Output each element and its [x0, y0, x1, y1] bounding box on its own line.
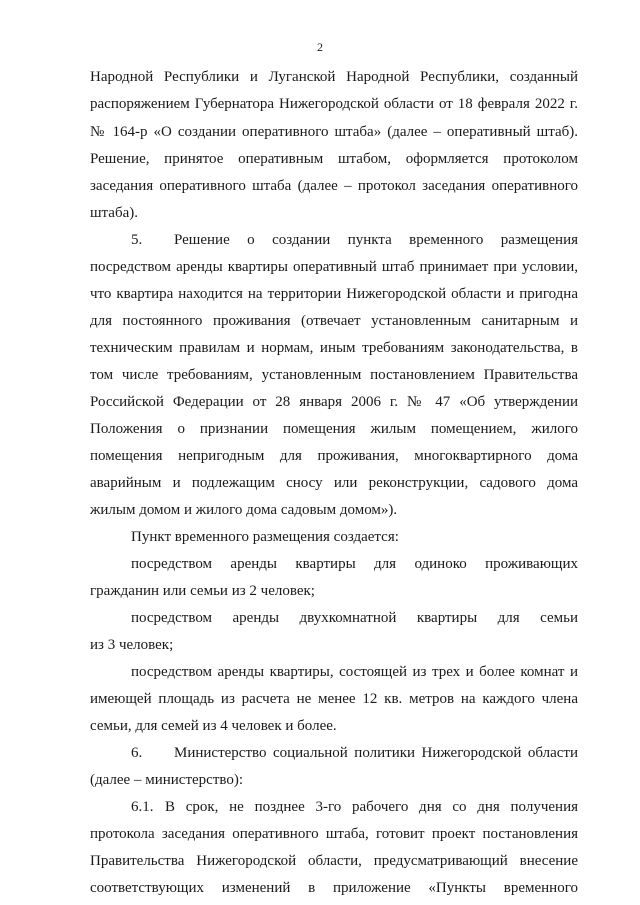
text-line: техническим правилам и нормам, иным требованиям законодательства, в	[90, 340, 578, 356]
text-line: Решение о создании пункта временного размещения	[174, 232, 578, 248]
page-number: 2	[317, 40, 323, 54]
text-line: соответствующих изменений в приложение «Пункты временного	[90, 880, 578, 896]
text-line: для постоянного проживания (отвечает установленным санитарным и	[90, 313, 578, 329]
text-line: помещения непригодным для проживания, многоквартирного дома	[90, 448, 578, 464]
text-line: что квартира находится на территории Нижегородской области и пригодна	[90, 286, 578, 302]
text-line: Правительства Нижегородской области, предусматривающий внесение	[90, 853, 578, 869]
list-item: посредством аренды квартиры для одиноко проживающих	[131, 556, 578, 572]
item-6-1-first-line	[131, 798, 578, 816]
text-line: гражданин или семьи из 2 человек;	[90, 583, 315, 599]
text-line: Положения о признании помещения жилым помещением, жилого	[90, 421, 578, 437]
text-line: заседания оперативного штаба (далее – протокол заседания оперативного	[90, 178, 578, 194]
text-line: из 3 человек;	[90, 637, 174, 653]
text-line: штаба).	[90, 205, 138, 221]
item-6-first-line	[131, 744, 578, 762]
text-line: протокола заседания оперативного штаба, готовит проект постановления	[90, 826, 578, 842]
text-line: посредством аренды квартиры оперативный штаб принимает при условии,	[90, 259, 578, 275]
text-line: том числе требованиям, установленным постановлением Правительства	[90, 367, 578, 383]
item-5-number: 5.	[131, 232, 143, 248]
text-line: семьи, для семей из 4 человек и более.	[90, 718, 337, 734]
list-item: посредством аренды квартиры, состоящей из трех и более комнат и	[131, 664, 578, 680]
text-line: жилым домом и жилого дома садовым домом»).	[90, 502, 398, 518]
text-line: № 164-р «О создании оперативного штаба» (далее – оперативный штаб).	[90, 124, 578, 140]
text-line: Министерство социальной политики Нижегородской области	[174, 745, 578, 761]
text-line: Российской Федерации от 28 января 2006 г. № 47 «Об утверждении	[90, 394, 578, 410]
item-6-number: 6.	[131, 745, 143, 761]
text-line: В срок, не позднее 3-го рабочего дня со дня получения	[165, 799, 578, 815]
list-item: посредством аренды двухкомнатной квартиры для семьи	[131, 610, 578, 626]
text-line: распоряжением Губернатора Нижегородской области от 18 февраля 2022 г.	[90, 96, 578, 112]
text-line: имеющей площадь из расчета не менее 12 кв. метров на каждого члена	[90, 691, 578, 707]
text-line: Народной Республики и Луганской Народной Республики, созданный	[90, 69, 578, 85]
text-line: аварийным и подлежащим сносу или реконструкции, садового дома	[90, 475, 578, 491]
text-line: (далее – министерство):	[90, 772, 244, 788]
text-line: Пункт временного размещения создается:	[131, 529, 399, 545]
text-line: Решение, принятое оперативным штабом, оформляется протоколом	[90, 151, 578, 167]
item-5-first-line	[131, 231, 578, 249]
item-6-1-number: 6.1.	[131, 799, 154, 815]
